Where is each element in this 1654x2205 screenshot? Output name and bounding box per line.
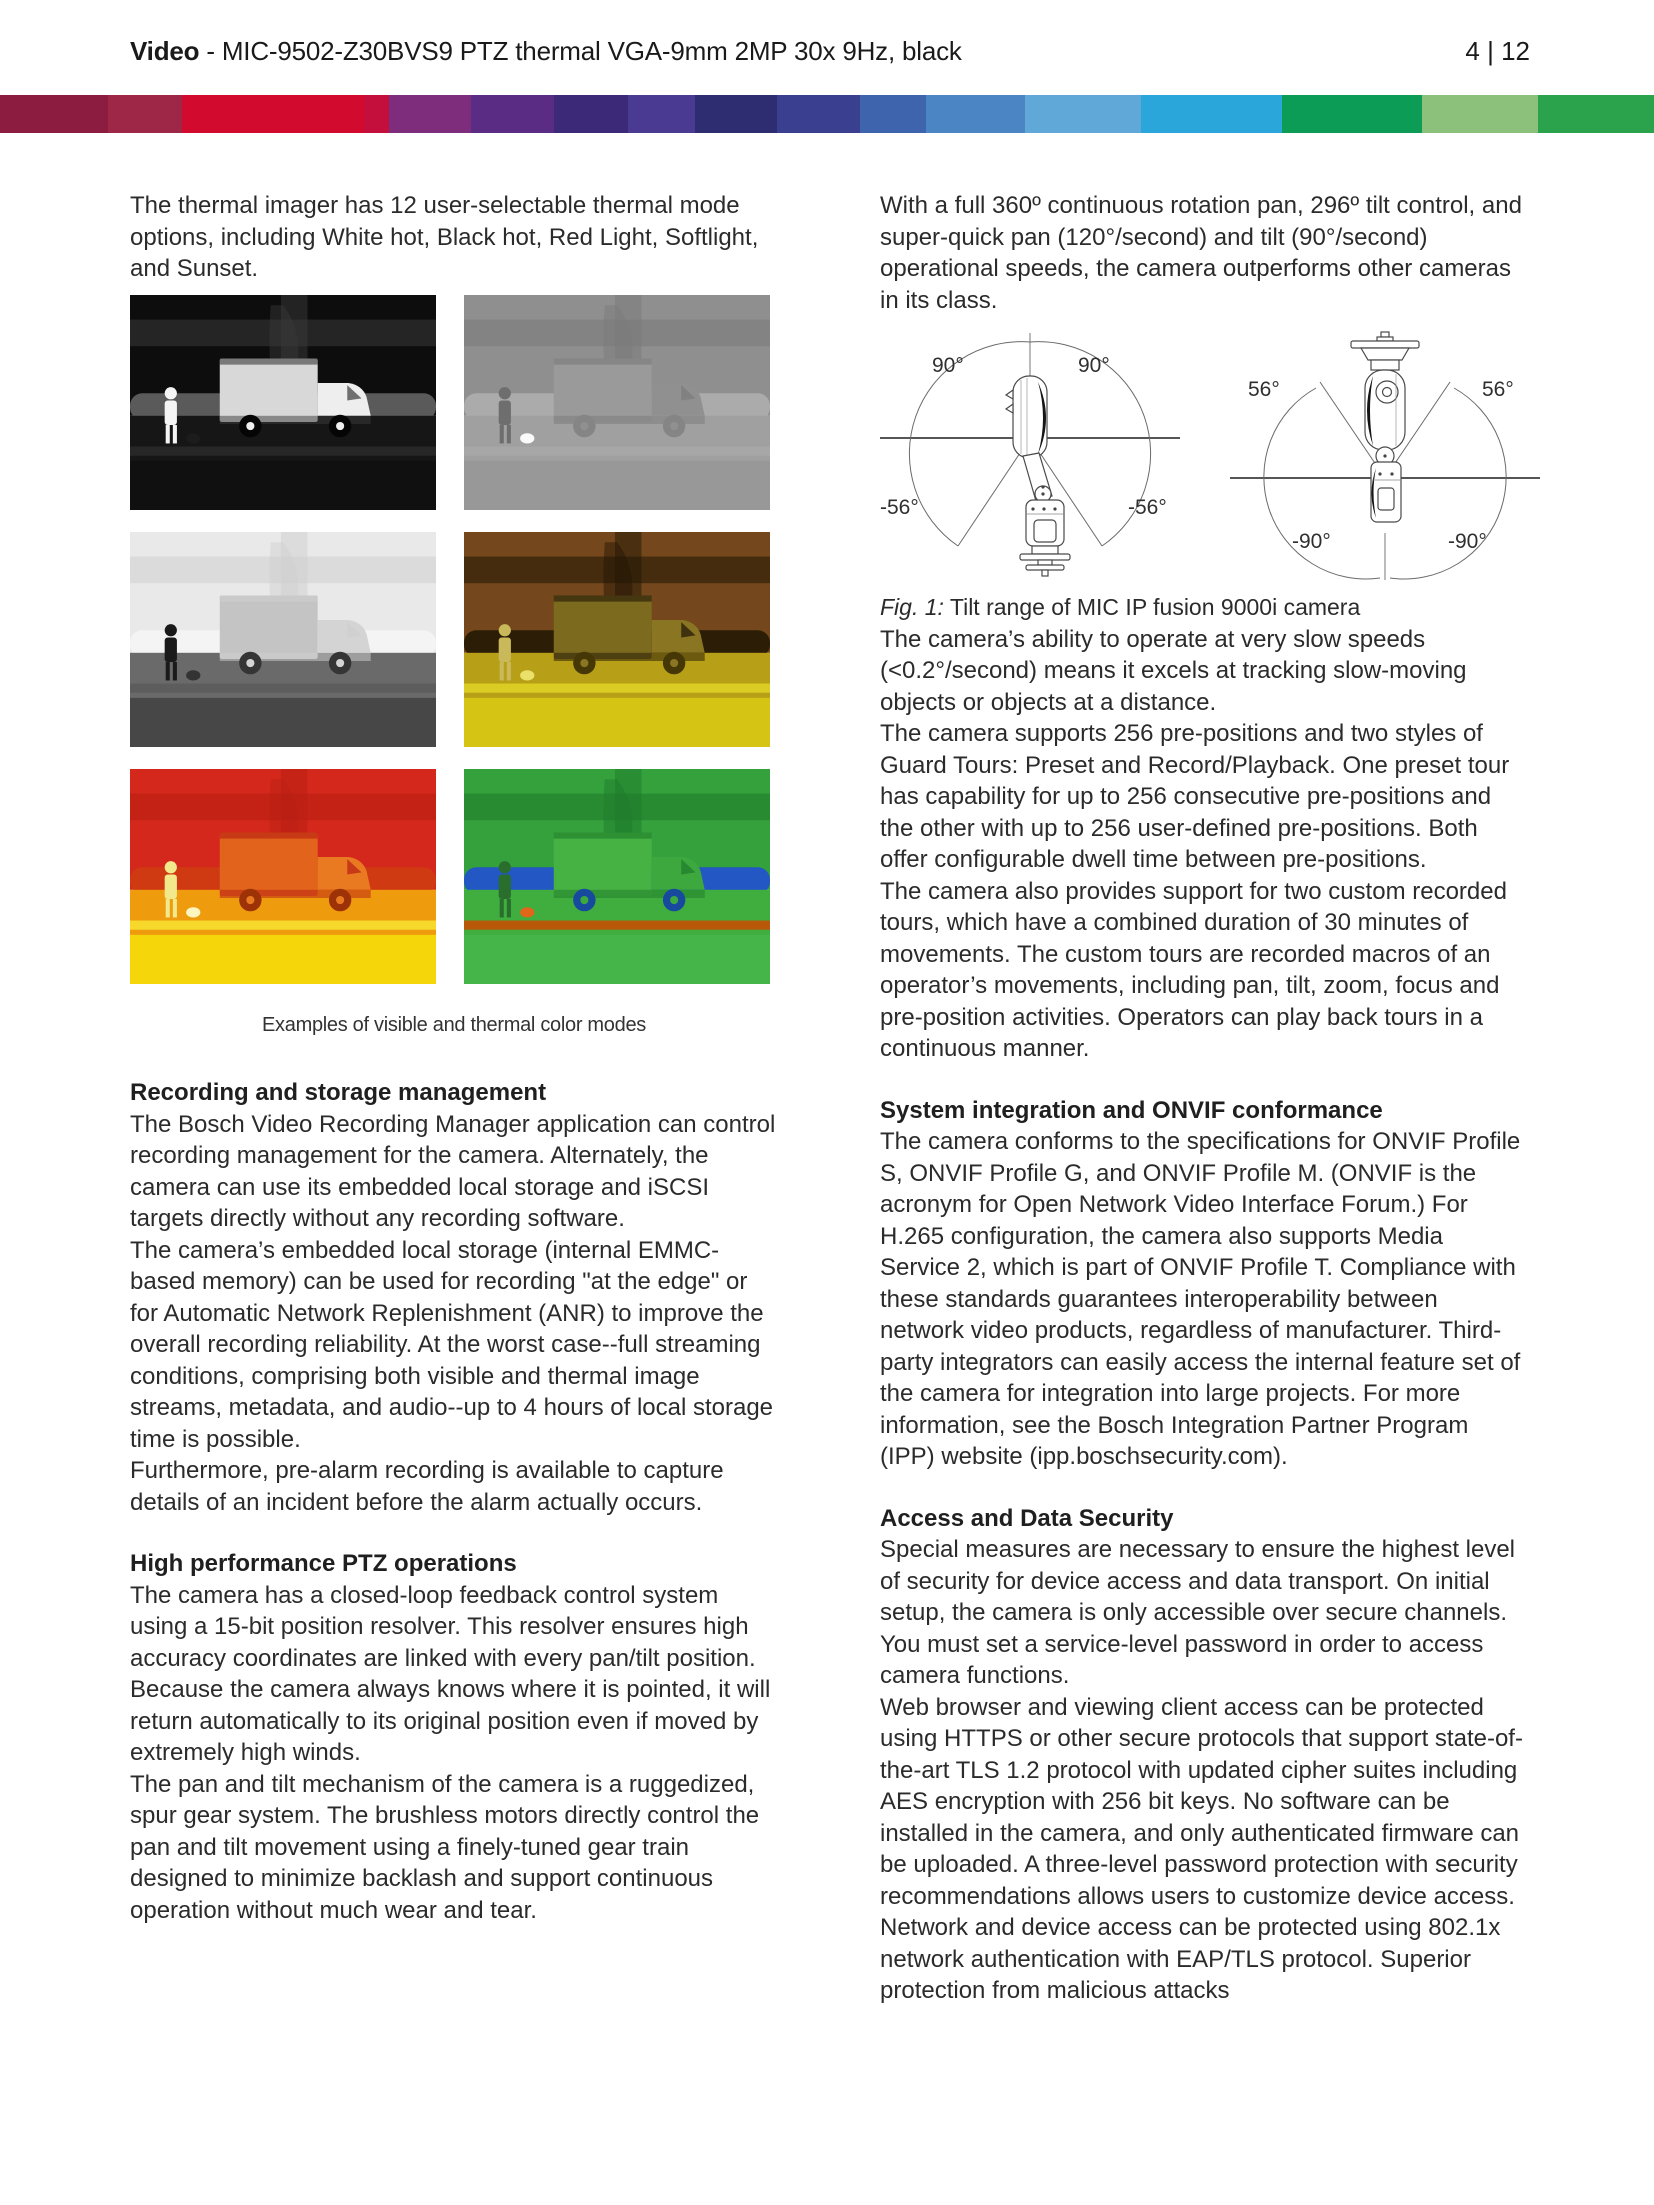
brand-bar-segment [554, 95, 628, 133]
paragraph: The thermal imager has 12 user-selectable thermal mode options, including White hot, Black hot, Red Light, Softlight, and Sunset. [130, 192, 759, 282]
thermal-image-white-hot [130, 295, 436, 510]
paragraph: Furthermore, pre-alarm recording is available to capture details of an incident before the alarm actually occurs. [130, 1457, 724, 1516]
thermal-mode-examples [130, 295, 778, 984]
angle-label: -56° [1128, 496, 1167, 519]
brand-bar-segment [364, 95, 389, 133]
brand-bar-segment [1141, 95, 1282, 133]
left-column [130, 190, 778, 1926]
section-heading: Access and Data Security [880, 1504, 1174, 1532]
right-column-blocks [880, 624, 1528, 2007]
angle-label: -90° [1448, 530, 1487, 553]
page-header-title [130, 36, 962, 67]
angle-label: -90° [1292, 530, 1331, 553]
brand-bar-segment [1422, 95, 1538, 133]
angle-label: 56° [1482, 378, 1514, 401]
tilt-range-diagram-upright [880, 328, 1180, 583]
brand-bar-segment [0, 95, 108, 133]
paragraph: The camera conforms to the specifications for ONVIF Profile S, ONVIF Profile G, and ONVIF Profile M. (ONVIF is the acronym for Open Network Video Interface Forum.) For H.265 configuration, the camera also supports Media Service 2, which is part of ONVIF Profile T. Compliance with these standards guarantees interoperability between network video products, regardless of manufacturer. Third-party integrators can easily access the internal feature set of the camera for integration into large projects. For more information, see the Bosch Integration Partner Program (IPP) website (ipp.boschsecurity.com). [880, 1128, 1521, 1470]
paragraph: The camera also provides support for two custom recorded tours, which have a combined duration of 30 minutes of movements. The custom tours are recorded macros of an operator’s movements, including pan, tilt, zoom, focus and pre-position activities. Operators can play back tours in a continuous manner. [880, 877, 1507, 1062]
brand-bar-segment [389, 95, 472, 133]
paragraph: The camera’s embedded local storage (internal EMMC-based memory) can be used for recording "at the edge" or for Automatic Network Replenishment (ANR) to improve the overall recording reliability. At the worst case--full streaming conditions, comprising both visible and thermal image streams, metadata, and audio--up to 4 hours of local storage time is possible. [130, 1236, 774, 1453]
brand-bar-segment [182, 95, 364, 133]
brand-bar-segment [777, 95, 860, 133]
brand-bar-segment [1025, 95, 1141, 133]
paragraph: The camera has a closed-loop feedback control system using a 15-bit position resolver. This resolver ensures high accuracy coordinates are linked with every pan/tilt position. Because the camera always knows where it is pointed, it will return automatically to its original position even if moved by extremely high winds. [130, 1581, 771, 1766]
brand-bar-segment [860, 95, 926, 133]
brand-color-bar [0, 95, 1654, 133]
brand-bar-segment [695, 95, 778, 133]
thermal-image-rainbow [464, 769, 770, 984]
brand-bar-segment [1538, 95, 1654, 133]
brand-bar-segment [471, 95, 554, 133]
figure-caption [880, 592, 1528, 624]
brand-bar-segment [108, 95, 182, 133]
paragraph: With a full 360º continuous rotation pan, 296º tilt control, and super-quick pan (120°/second) and tilt (90°/second) operational speeds, the camera outperforms other cameras in its class. [880, 192, 1522, 314]
thermal-image-red-light [130, 769, 436, 984]
paragraph: The pan and tilt mechanism of the camera is a ruggedized, spur gear system. The brushless motors directly control the pan and tilt movement using a finely-tuned gear train designed to minimize backlash and support continuous operation without much wear and tear. [130, 1770, 760, 1924]
paragraph: Special measures are necessary to ensure the highest level of security for device access and data transport. On initial setup, the camera is only accessible over secure channels. You must set a service-level password in order to access camera functions. [880, 1536, 1516, 1689]
thermal-image-sunset [464, 532, 770, 747]
tilt-range-diagram-inverted [1230, 328, 1540, 583]
header-product-name: - MIC-9502-Z30BVS9 PTZ thermal VGA-9mm 2MP 30x 9Hz, black [199, 36, 962, 66]
right-column [880, 190, 1528, 2007]
angle-label: 90° [932, 354, 964, 377]
figure-tilt-range [880, 328, 1540, 586]
header-category: Video [130, 36, 200, 66]
figure-caption-text: Tilt range of MIC IP fusion 9000i camera [943, 594, 1361, 620]
thermal-image-black-hot [464, 295, 770, 510]
angle-label: 56° [1248, 378, 1280, 401]
figure-caption-label: Fig. 1: [880, 594, 944, 620]
paragraph: The Bosch Video Recording Manager application can control recording management for the camera. Alternately, the camera can use its embedded local storage and iSCSI targets directly without any recording software. [130, 1110, 776, 1232]
angle-label: 90° [1078, 354, 1110, 377]
brand-bar-segment [926, 95, 1025, 133]
page-number: 4 | 12 [1465, 36, 1530, 66]
thermal-image-softlight [130, 532, 436, 747]
section-heading: System integration and ONVIF conformance [880, 1096, 1383, 1124]
paragraph: The camera supports 256 pre-positions and two styles of Guard Tours: Preset and Record/Playback. One preset tour has capability for up to 256 consecutive pre-positions and the other with up to 256 user-defined pre-positions. Both offer configurable dwell time between pre-positions. [880, 720, 1510, 873]
angle-label: -56° [880, 496, 919, 519]
left-column-blocks [130, 1077, 778, 1926]
brand-bar-segment [1282, 95, 1423, 133]
section-heading: High performance PTZ operations [130, 1550, 517, 1577]
paragraph: The camera’s ability to operate at very slow speeds (<0.2°/second) means it excels at tracking slow-moving objects or objects at a distance. [880, 625, 1467, 716]
image-caption: Examples of visible and thermal color modes [262, 1013, 646, 1036]
paragraph: Web browser and viewing client access can be protected using HTTPS or other secure protocols that support state-of-the-art TLS 1.2 protocol with updated cipher suites including AES encryption with 256 bit keys. No software can be installed in the camera, and only authenticated firmware can be uploaded. A three-level password protection with security recommendations allows users to customize device access. Network and device access can be protected using 802.1x network authentication with EAP/TLS protocol. Superior protection from malicious attacks [880, 1693, 1523, 2004]
brand-bar-segment [628, 95, 694, 133]
section-heading: Recording and storage management [130, 1079, 547, 1106]
